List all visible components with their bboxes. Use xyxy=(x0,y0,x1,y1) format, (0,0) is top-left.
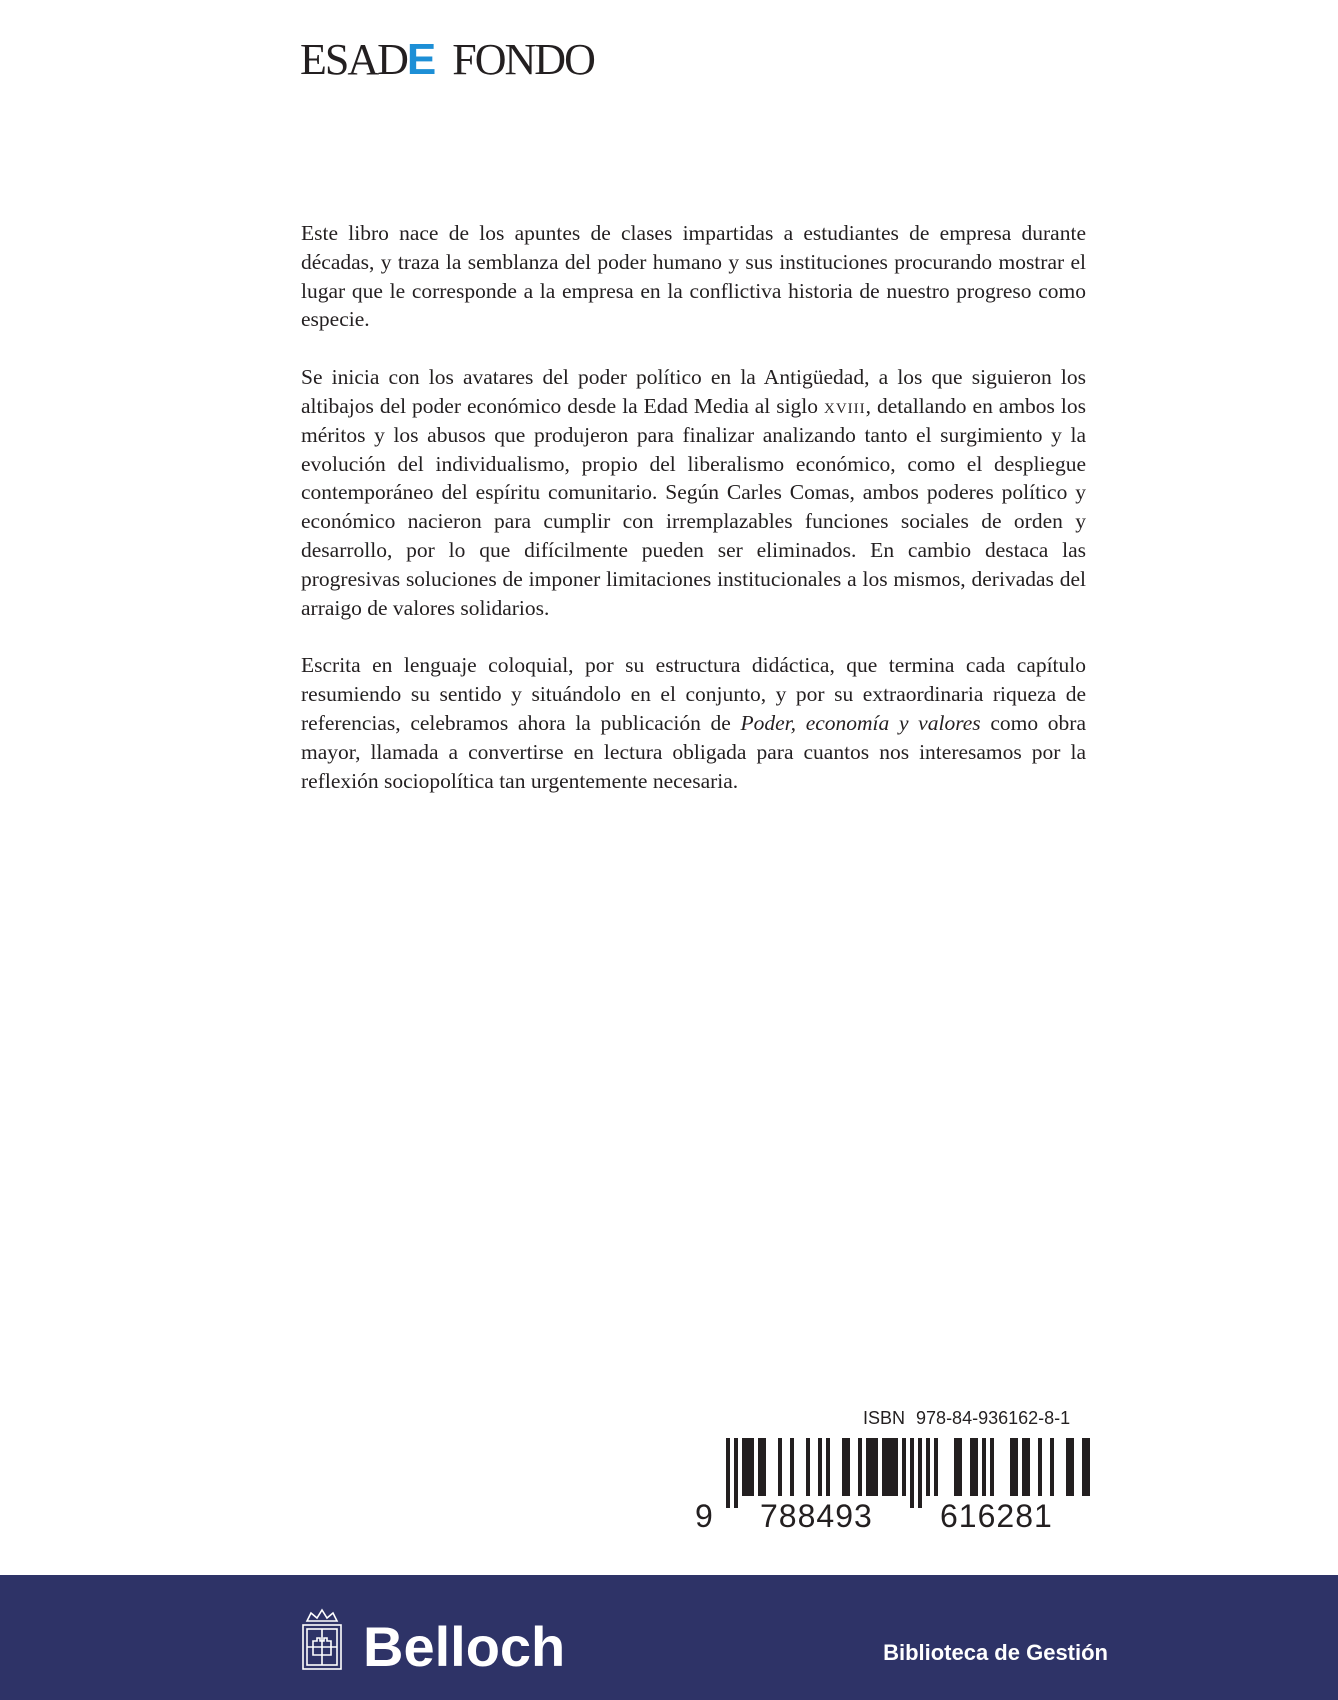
barcode-digit-first: 9 xyxy=(695,1498,713,1534)
barcode-bar xyxy=(902,1438,906,1496)
paragraph-1: Este libro nace de los apuntes de clases impartidas a estudiantes de empresa durante décadas, y traza la semblanza del poder humano y sus instituciones procurando mostrar el lugar que le corresponde a la empresa en la conflictiva historia de nuestro progreso como especie. xyxy=(301,221,1086,332)
logo-fondo: FONDO xyxy=(452,35,594,84)
barcode-bar xyxy=(842,1438,846,1496)
barcode-bar xyxy=(1014,1438,1018,1496)
barcode-bar xyxy=(990,1438,994,1496)
barcode-bar xyxy=(926,1438,930,1496)
barcode-bar xyxy=(826,1438,830,1496)
barcode-digits-right: 616281 xyxy=(940,1498,1053,1534)
barcode-bar xyxy=(934,1438,938,1496)
paragraph-3 xyxy=(301,651,1086,795)
barcode-bar xyxy=(806,1438,810,1496)
blurb xyxy=(301,219,1086,824)
barcode-bar xyxy=(1086,1438,1090,1496)
collection-name: Biblioteca de Gestión xyxy=(883,1640,1108,1665)
paragraph-3-end: como obra mayor, llamada a convertirse en lectura obligada para cuantos nos interesamos por la reflexión sociopolítica tan urgentemente necesaria. xyxy=(301,710,1087,793)
logo-e-accent: E xyxy=(406,35,437,84)
barcode-bar xyxy=(1038,1438,1042,1496)
barcode-bar xyxy=(742,1438,746,1496)
barcode-bar xyxy=(734,1438,738,1508)
barcode-bar xyxy=(910,1438,914,1508)
barcode-bar xyxy=(918,1438,922,1508)
barcode-bar xyxy=(1050,1438,1054,1496)
barcode-digits-left: 788493 xyxy=(760,1498,873,1534)
barcode-bar xyxy=(882,1438,886,1496)
barcode-bar xyxy=(726,1438,730,1508)
barcode-bar xyxy=(870,1438,874,1496)
barcode-bar xyxy=(846,1438,850,1496)
isbn-label xyxy=(863,1408,1070,1429)
barcode-bar xyxy=(750,1438,754,1496)
barcode-bar xyxy=(778,1438,782,1496)
paragraph-3-start: Escrita en lenguaje coloquial, por su estructura didáctica, que termina cada capítulo resumiendo su sentido y situándolo en el conjunto, y por su extraordinaria riqueza de referencias, celebramos ahora la publicación de xyxy=(301,653,1086,735)
esade-fondo-logo xyxy=(300,35,594,84)
barcode-bar xyxy=(982,1438,986,1496)
barcode-bar xyxy=(866,1438,870,1496)
barcode-bar xyxy=(874,1438,878,1496)
isbn-prefix: ISBN xyxy=(863,1408,906,1428)
paragraph-2 xyxy=(301,363,1086,622)
barcode-bar xyxy=(974,1438,978,1496)
paragraph-2-start: Se inicia con los avatares del poder político en la Antigüedad, a los que siguieron los altibajos del poder económico desde la Edad Media al siglo xyxy=(301,365,1086,418)
barcode-bar xyxy=(790,1438,794,1496)
castle-crest-icon xyxy=(297,1607,347,1673)
barcode-bar xyxy=(890,1438,894,1496)
barcode-bar xyxy=(886,1438,890,1496)
barcode-bar xyxy=(1082,1438,1086,1496)
logo-esad: ESAD xyxy=(300,35,407,84)
footer-band xyxy=(0,1575,1338,1700)
paragraph-2-end: , detallando en ambos los méritos y los abusos que produjeron para finalizar analizando tanto el surgimiento y la evolución del individualismo, propio del liberalismo económico, como el despliegue contemporáneo del espíritu comunitario. Según Carles Comas, ambos poderes político y económico nacieron para cumplir con irremplazables funciones sociales de orden y desarrollo, por lo que difícilmente pueden ser eliminados. En cambio destaca las progresivas soluciones de imponer limitaciones institucionales a los mismos, derivadas del arraigo de valores solidarios. xyxy=(301,393,1086,620)
barcode-bar xyxy=(1010,1438,1014,1496)
barcode-bar xyxy=(970,1438,974,1496)
barcode-bar xyxy=(758,1438,762,1496)
barcode-bar xyxy=(954,1438,958,1496)
barcode-bar xyxy=(894,1438,898,1496)
barcode-bar xyxy=(1070,1438,1074,1496)
barcode-bar xyxy=(762,1438,766,1496)
publisher-name: Belloch xyxy=(363,1615,566,1678)
century-numeral: xviii xyxy=(824,393,866,418)
barcode-bar xyxy=(858,1438,862,1496)
isbn-number: 978-84-936162-8-1 xyxy=(916,1408,1071,1428)
book-title: Poder, economía y valores xyxy=(740,710,981,735)
barcode-bar xyxy=(1022,1438,1026,1496)
barcode-bar xyxy=(818,1438,822,1496)
barcode-bar xyxy=(746,1438,750,1496)
barcode-bar xyxy=(1026,1438,1030,1496)
barcode-bar xyxy=(1066,1438,1070,1496)
barcode-bar xyxy=(958,1438,962,1496)
